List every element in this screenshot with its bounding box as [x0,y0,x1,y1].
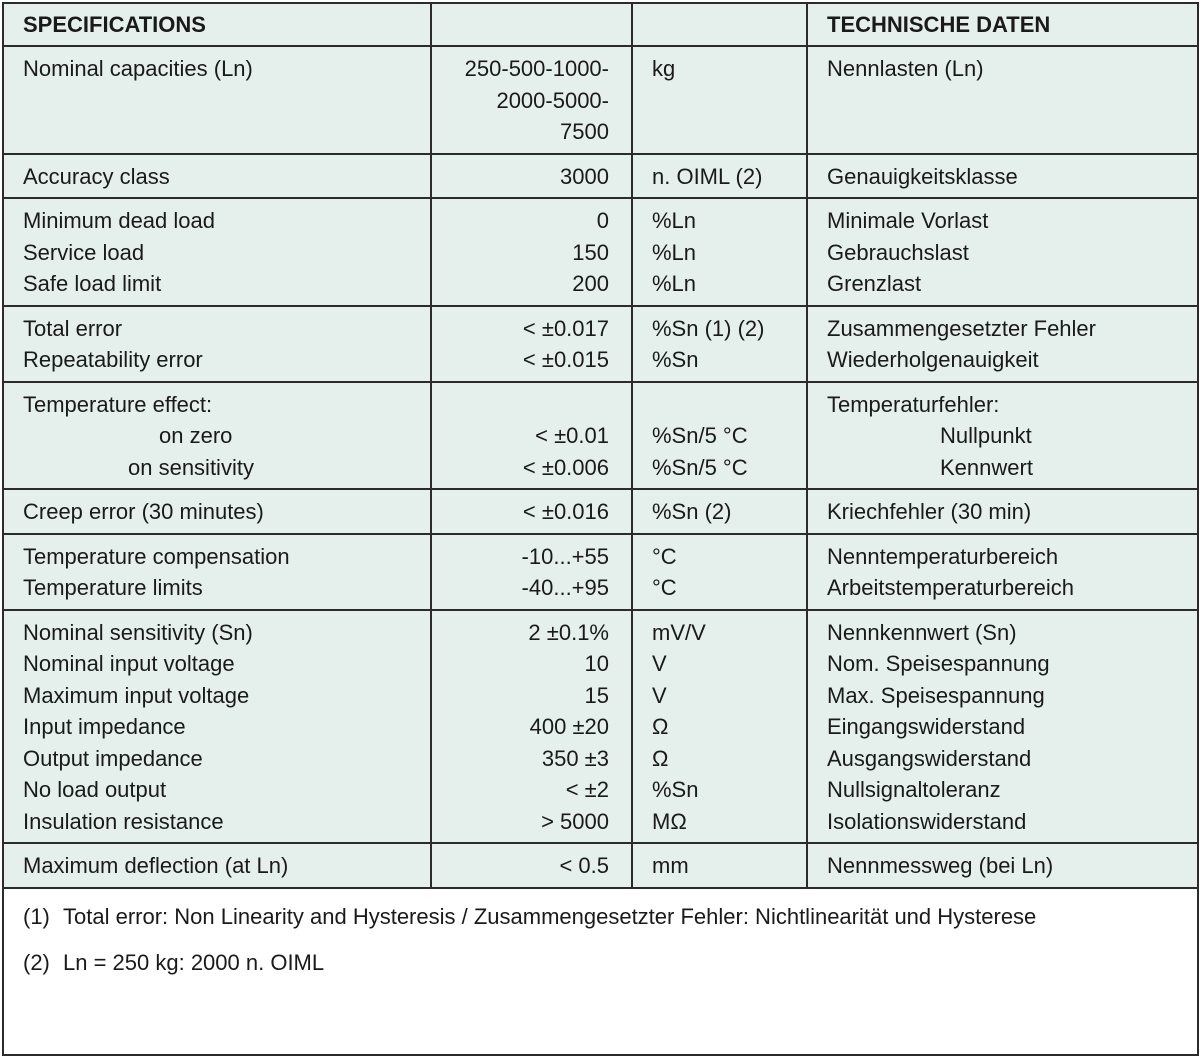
spec-unit: %Sn [652,347,699,372]
spec-label-de: Kriechfehler (30 min) [827,499,1032,524]
header-technische-daten: TECHNISCHE DATEN [807,3,1198,46]
spec-value: 150 [572,239,609,265]
group-de-labels [807,198,1198,306]
footnotes [4,889,1197,1054]
spec-label: Nominal sensitivity (Sn) [23,619,253,645]
header-blank-value [431,3,632,46]
spec-unit: °C [652,543,677,569]
spec-unit: %Ln [652,239,697,265]
spec-unit: n. OIML (2) [652,163,763,189]
spec-label: Total error [23,315,123,341]
spec-unit: %Sn (1) (2) [652,315,765,341]
group-en-labels [3,46,431,154]
footnote-number: (2) [23,949,50,975]
group-values [431,198,632,306]
header-blank-unit [632,3,807,46]
spec-value: 10 [584,651,609,676]
spec-value: > 5000 [541,808,609,834]
spec-label: Maximum input voltage [23,682,250,708]
spec-label-de: Isolationswiderstand [827,808,1027,834]
group-values [431,843,632,888]
spec-label-de: Kennwert [940,454,1033,480]
spec-value: 200 [572,271,609,296]
spec-label: Temperature limits [23,575,203,600]
spec-value: 2 ±0.1% [528,619,609,645]
spec-label-de: Eingangswiderstand [827,714,1026,739]
spec-label: Temperature compensation [23,543,290,569]
group-de-labels [807,610,1198,844]
spec-value: < 0.5 [559,853,609,878]
header-specifications: SPECIFICATIONS [3,3,431,46]
spec-value: < ±0.017 [522,315,609,341]
spec-value: 7500 [560,119,609,144]
group-values [431,306,632,382]
spec-unit: %Ln [652,208,697,233]
spec-unit: %Sn (2) [652,499,732,524]
group-de-labels [807,534,1198,610]
spec-group-temperature-effect [3,382,1198,490]
group-en-labels [3,154,431,199]
spec-value: -10...+55 [521,543,609,569]
spec-group-capacities [3,46,1198,154]
group-de-labels [807,489,1198,534]
spec-label-de: Ausgangswiderstand [827,745,1032,771]
spec-group-errors [3,306,1198,382]
group-units [632,843,807,888]
spec-label-de: Nennkennwert (Sn) [827,619,1017,645]
group-en-labels [3,489,431,534]
spec-label: on sensitivity [128,454,254,480]
group-units [632,534,807,610]
spec-value: < ±0.016 [522,499,609,524]
spec-value: < ±0.015 [522,347,609,372]
spec-label: Safe load limit [23,271,162,296]
spec-label: Service load [23,239,145,265]
spec-unit [633,389,806,421]
footnote-1 [23,901,1036,933]
spec-unit: kg [652,56,676,81]
spec-label-de: Temperaturfehler: [827,391,1000,417]
group-en-labels [3,198,431,306]
spec-label-de: Wiederholgenauigkeit [827,347,1039,372]
spec-unit: °C [652,575,677,600]
spec-label-de: Nullsignaltoleranz [827,777,1001,802]
group-values [431,610,632,844]
spec-label-de: Nennlasten (Ln) [827,56,984,81]
spec-label-de: Genauigkeitsklasse [827,163,1018,189]
spec-label: Repeatability error [23,347,203,372]
group-en-labels [3,843,431,888]
spec-value: 3000 [560,163,609,189]
footnote-2 [23,947,324,979]
spec-value: 400 ±20 [529,714,609,739]
footnote-text: Ln = 250 kg: 2000 n. OIML [63,949,325,975]
spec-label-de: Nenntemperaturbereich [827,543,1059,569]
spec-label: Maximum deflection (at Ln) [23,853,289,878]
group-units [632,489,807,534]
spec-label: Minimum dead load [23,208,215,233]
spec-unit: %Sn/5 °C [652,423,748,448]
group-de-labels [807,154,1198,199]
spec-label: Output impedance [23,745,203,771]
spec-value: 0 [596,208,609,233]
spec-label-de: Nennmessweg (bei Ln) [827,853,1054,878]
footnotes-row [3,888,1198,1055]
spec-label: Nominal capacities (Ln) [23,56,253,81]
group-values [431,489,632,534]
specifications-table [2,2,1199,1056]
group-units [632,46,807,154]
group-de-labels [807,843,1198,888]
spec-label-de: Nullpunkt [940,423,1032,448]
spec-value [432,389,631,421]
spec-label-de: Zusammengesetzter Fehler [827,315,1096,341]
group-units [632,610,807,844]
spec-unit: mV/V [652,619,706,645]
spec-unit: %Ln [652,271,697,296]
spec-label: Creep error (30 minutes) [23,499,264,524]
spec-group-loads [3,198,1198,306]
spec-value: 15 [584,682,609,708]
spec-unit: %Sn/5 °C [652,454,748,480]
spec-label: Input impedance [23,714,186,739]
group-de-labels [807,46,1198,154]
spec-label: No load output [23,777,167,802]
spec-value: < ±0.01 [535,423,609,448]
group-de-labels [807,382,1198,490]
spec-group-accuracy [3,154,1198,199]
group-en-labels [3,306,431,382]
spec-label-de: Arbeitstemperaturbereich [827,575,1075,600]
spec-group-deflection [3,843,1198,888]
spec-group-creep [3,489,1198,534]
spec-label: Insulation resistance [23,808,224,834]
spec-unit: mm [652,853,689,878]
footnote-number: (1) [23,903,50,929]
spec-group-electrical [3,610,1198,844]
group-units [632,154,807,199]
spec-label-de: Gebrauchslast [827,239,969,265]
group-units [632,382,807,490]
group-units [632,306,807,382]
group-values [431,46,632,154]
spec-label-de: Grenzlast [827,271,922,296]
spec-label: Nominal input voltage [23,651,235,676]
spec-value: < ±2 [565,777,609,802]
spec-value: 250-500-1000- [464,56,609,81]
group-values [431,534,632,610]
spec-unit: V [652,651,667,676]
group-units [632,198,807,306]
spec-label: on zero [159,423,233,448]
spec-unit: MΩ [652,808,687,834]
spec-label: Temperature effect: [23,391,213,417]
group-de-labels [807,306,1198,382]
spec-group-temperature-ranges [3,534,1198,610]
table-header-row [3,3,1198,46]
spec-value: -40...+95 [521,575,609,600]
group-en-labels [3,610,431,844]
group-values [431,154,632,199]
group-en-labels [3,382,431,490]
spec-label: Accuracy class [23,163,170,189]
group-values [431,382,632,490]
spec-value: < ±0.006 [522,454,609,480]
footnotes-cell [3,888,1198,1055]
spec-unit: V [652,682,667,708]
spec-unit: Ω [652,714,669,739]
group-en-labels [3,534,431,610]
spec-value: 2000-5000- [496,87,609,113]
spec-unit: %Sn [652,777,699,802]
spec-label-de: Minimale Vorlast [827,208,989,233]
spec-label-de: Max. Speisespannung [827,682,1045,708]
spec-value: 350 ±3 [541,745,609,771]
spec-unit: Ω [652,745,669,771]
footnote-text: Total error: Non Linearity and Hysteresis / Zusammengesetzter Fehler: Nichtlinearität und Hysterese [63,903,1037,929]
spec-label-de: Nom. Speisespannung [827,651,1050,676]
